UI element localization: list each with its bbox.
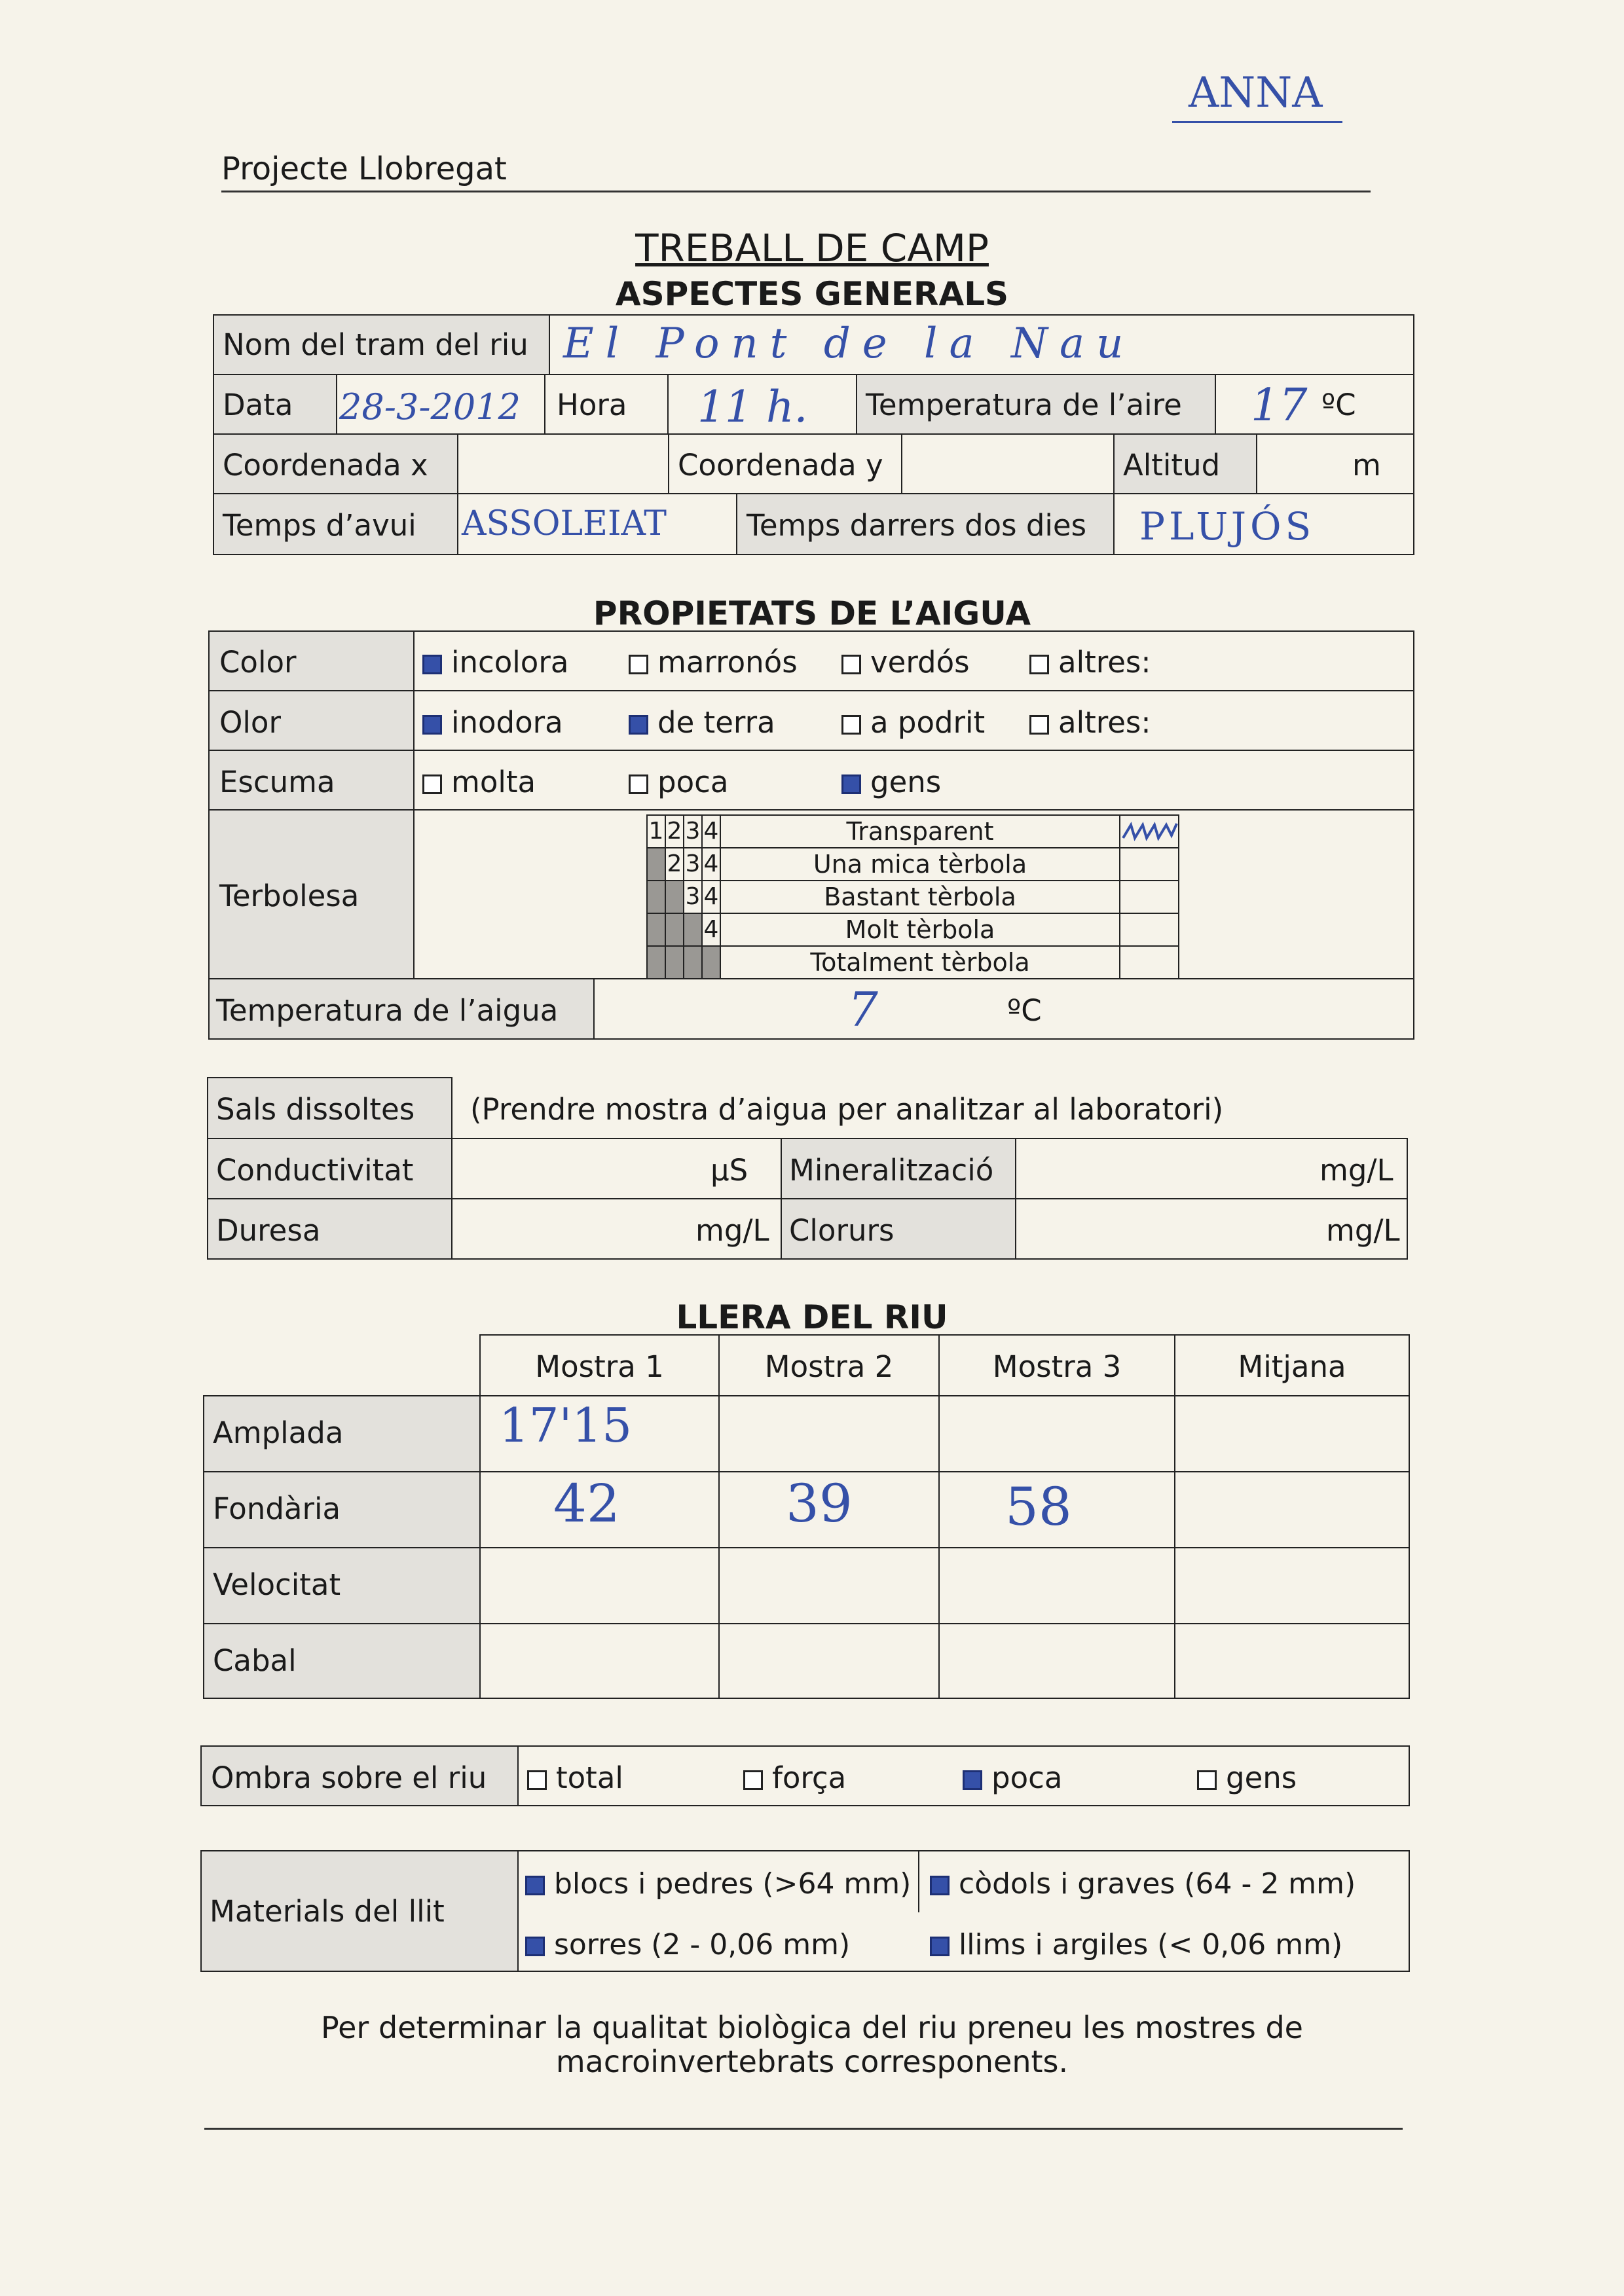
turbidity-shade bbox=[665, 913, 684, 947]
time-label: Hora bbox=[557, 388, 627, 422]
section-title-riverbed: LLERA DEL RIU bbox=[676, 1298, 948, 1336]
amplada-mostra-1-value: 17'15 bbox=[499, 1398, 633, 1453]
velocitat-mitjana-cell[interactable] bbox=[1174, 1547, 1410, 1624]
shade-option-forca[interactable] bbox=[743, 1760, 846, 1795]
option-label: a podrit bbox=[870, 705, 986, 740]
turbidity-mark[interactable] bbox=[1119, 847, 1179, 881]
column-header-label: Mostra 2 bbox=[764, 1349, 894, 1384]
turbidity-shade bbox=[646, 945, 666, 979]
turbidity-number: 4 bbox=[701, 913, 721, 947]
amplada-mitjana-cell[interactable] bbox=[1174, 1395, 1410, 1472]
checkbox-icon[interactable] bbox=[422, 715, 442, 735]
row-label-velocitat: Velocitat bbox=[213, 1567, 341, 1602]
conductivity-label: Conductivitat bbox=[216, 1153, 414, 1188]
option-label: marronós bbox=[657, 645, 798, 680]
foam-label: Escuma bbox=[219, 765, 335, 799]
turbidity-number: 3 bbox=[683, 814, 703, 848]
materials-label: Materials del llit bbox=[210, 1894, 445, 1929]
shade-option-total[interactable] bbox=[527, 1760, 623, 1795]
chlorides-unit: mg/L bbox=[1326, 1213, 1400, 1248]
row-label-cabal: Cabal bbox=[213, 1643, 297, 1678]
materials-divider bbox=[918, 1850, 919, 1912]
handwritten-mark-icon bbox=[1120, 816, 1178, 847]
altitude-label: Altitud bbox=[1123, 448, 1221, 483]
velocitat-mostra-2-cell[interactable] bbox=[718, 1547, 940, 1624]
amplada-mostra-3-cell[interactable] bbox=[938, 1395, 1175, 1472]
checkbox-icon[interactable] bbox=[1029, 715, 1049, 735]
checkbox-icon[interactable] bbox=[525, 1876, 545, 1895]
option-label: llims i argiles (< 0,06 mm) bbox=[959, 1928, 1343, 1961]
turbidity-mark-transparent[interactable] bbox=[1119, 814, 1179, 848]
air-temp-label: Temperatura de l’aire bbox=[866, 388, 1182, 422]
turbidity-shade bbox=[701, 945, 721, 979]
column-header-label: Mostra 1 bbox=[535, 1349, 664, 1384]
coordx-value-cell[interactable] bbox=[457, 433, 669, 494]
shade-option-poca[interactable] bbox=[963, 1760, 1062, 1795]
weather-today-label: Temps d’avui bbox=[223, 508, 416, 543]
turbidity-shade bbox=[646, 880, 666, 914]
salts-label: Sals dissoltes bbox=[216, 1092, 415, 1127]
weather-today-value: ASSOLEIAT bbox=[462, 504, 667, 543]
column-header-label: Mitjana bbox=[1238, 1349, 1346, 1384]
color-option-verdos[interactable] bbox=[841, 645, 970, 680]
option-label: verdós bbox=[870, 645, 970, 680]
foam-option-gens[interactable] bbox=[841, 765, 941, 799]
cabal-mostra-3-cell[interactable] bbox=[938, 1623, 1175, 1699]
section-title-general: ASPECTES GENERALS bbox=[615, 275, 1009, 313]
checkbox-icon[interactable] bbox=[1197, 1770, 1217, 1790]
weather-prev-label: Temps darrers dos dies bbox=[747, 508, 1087, 543]
checkbox-icon[interactable] bbox=[963, 1770, 982, 1790]
turbidity-number: 3 bbox=[683, 847, 703, 881]
foam-option-poca[interactable] bbox=[629, 765, 728, 799]
option-label: còdols i graves (64 - 2 mm) bbox=[959, 1867, 1356, 1901]
mineralization-label: Mineralització bbox=[789, 1153, 994, 1188]
foam-option-molta[interactable] bbox=[422, 765, 536, 799]
fondaria-mitjana-cell[interactable] bbox=[1174, 1471, 1410, 1548]
turbidity-level: Una mica tèrbola bbox=[720, 847, 1120, 881]
water-temp-unit: ºC bbox=[1007, 993, 1042, 1028]
option-label: sorres (2 - 0,06 mm) bbox=[554, 1928, 851, 1961]
air-temp-value-cell[interactable] bbox=[1215, 374, 1414, 435]
material-option-blocs[interactable] bbox=[525, 1867, 911, 1901]
velocitat-mostra-1-cell[interactable] bbox=[479, 1547, 720, 1624]
option-label: altres: bbox=[1058, 645, 1151, 680]
altitude-value-cell[interactable] bbox=[1256, 433, 1414, 494]
footer-rule bbox=[204, 2128, 1403, 2130]
option-label: poca bbox=[657, 765, 729, 799]
checkbox-icon[interactable] bbox=[841, 655, 861, 674]
option-label: incolora bbox=[451, 645, 569, 680]
hardness-label: Duresa bbox=[216, 1213, 321, 1248]
row-label-amplada: Amplada bbox=[213, 1415, 344, 1450]
turbidity-shade bbox=[665, 880, 684, 914]
checkbox-icon[interactable] bbox=[841, 774, 861, 794]
turbidity-number: 2 bbox=[665, 847, 684, 881]
color-option-marronos[interactable] bbox=[629, 645, 798, 680]
salts-note: (Prendre mostra d’aigua per analitzar al laboratori) bbox=[470, 1092, 1224, 1127]
velocitat-mostra-3-cell[interactable] bbox=[938, 1547, 1175, 1624]
stretch-label: Nom del tram del riu bbox=[223, 327, 528, 362]
checkbox-icon[interactable] bbox=[743, 1770, 763, 1790]
option-label: de terra bbox=[657, 705, 775, 740]
checkbox-icon[interactable] bbox=[629, 715, 648, 735]
shade-label: Ombra sobre el riu bbox=[211, 1760, 487, 1795]
fondaria-mostra-1-value: 42 bbox=[553, 1473, 620, 1534]
checkbox-icon[interactable] bbox=[930, 1876, 950, 1895]
option-label: blocs i pedres (>64 mm) bbox=[554, 1867, 912, 1901]
turbidity-shade bbox=[665, 945, 684, 979]
header-rule bbox=[221, 191, 1371, 192]
cabal-mostra-1-cell[interactable] bbox=[479, 1623, 720, 1699]
stretch-value: El Pont de la Nau bbox=[563, 319, 1135, 368]
coordy-label: Coordenada y bbox=[678, 448, 883, 483]
project-title: Projecte Llobregat bbox=[221, 151, 507, 187]
turbidity-number: 4 bbox=[701, 847, 721, 881]
option-label: molta bbox=[451, 765, 536, 799]
option-label: gens bbox=[1226, 1760, 1297, 1795]
checkbox-icon[interactable] bbox=[422, 655, 442, 674]
page-title: TREBALL DE CAMP bbox=[635, 226, 989, 270]
turbidity-shade bbox=[646, 913, 666, 947]
water-temp-value: 7 bbox=[848, 982, 878, 1037]
fondaria-mostra-2-value: 39 bbox=[786, 1473, 853, 1534]
checkbox-icon[interactable] bbox=[527, 1770, 547, 1790]
turbidity-number: 1 bbox=[646, 814, 666, 848]
turbidity-number: 2 bbox=[665, 814, 684, 848]
section-title-water: PROPIETATS DE L’AIGUA bbox=[593, 594, 1031, 632]
smell-label: Olor bbox=[219, 705, 281, 740]
time-value: 11 h. bbox=[697, 382, 808, 432]
turbidity-mark[interactable] bbox=[1119, 945, 1179, 979]
footer-text-line-2: macroinvertebrats corresponents. bbox=[555, 2044, 1069, 2079]
conductivity-unit: µS bbox=[710, 1153, 748, 1188]
student-name: ANNA bbox=[1189, 69, 1323, 117]
checkbox-icon[interactable] bbox=[629, 774, 648, 794]
turbidity-label: Terbolesa bbox=[219, 879, 360, 913]
material-option-codols[interactable] bbox=[930, 1867, 1356, 1901]
air-temp-value: 17 bbox=[1251, 380, 1308, 431]
mineralization-unit: mg/L bbox=[1320, 1153, 1393, 1188]
checkbox-icon[interactable] bbox=[930, 1937, 950, 1956]
air-temp-unit: ºC bbox=[1321, 388, 1356, 422]
turbidity-number: 4 bbox=[701, 814, 721, 848]
turbidity-number: 3 bbox=[683, 880, 703, 914]
chlorides-label: Clorurs bbox=[789, 1213, 895, 1248]
option-label: inodora bbox=[451, 705, 563, 740]
water-temp-value-cell[interactable] bbox=[593, 978, 1414, 1040]
shade-option-gens[interactable] bbox=[1197, 1760, 1297, 1795]
altitude-unit: m bbox=[1352, 448, 1381, 483]
turbidity-shade bbox=[683, 945, 703, 979]
turbidity-shade bbox=[646, 847, 666, 881]
option-label: força bbox=[772, 1760, 847, 1795]
coordx-label: Coordenada x bbox=[223, 448, 428, 483]
smell-option-altres[interactable] bbox=[1029, 705, 1151, 740]
checkbox-icon[interactable] bbox=[841, 715, 861, 735]
turbidity-mark[interactable] bbox=[1119, 880, 1179, 914]
date-label: Data bbox=[223, 388, 293, 422]
color-label: Color bbox=[219, 645, 297, 680]
option-label: gens bbox=[870, 765, 942, 799]
cabal-mostra-2-cell[interactable] bbox=[718, 1623, 940, 1699]
student-name-underline bbox=[1172, 121, 1342, 123]
color-option-incolora[interactable] bbox=[422, 645, 568, 680]
option-label: poca bbox=[991, 1760, 1063, 1795]
turbidity-shade bbox=[683, 913, 703, 947]
material-option-sorres[interactable] bbox=[525, 1928, 850, 1961]
fondaria-mostra-3-value: 58 bbox=[1005, 1476, 1072, 1537]
checkbox-icon[interactable] bbox=[1029, 655, 1049, 674]
turbidity-level: Molt tèrbola bbox=[720, 913, 1120, 947]
weather-prev-value: PLUJÓS bbox=[1139, 504, 1316, 549]
turbidity-level: Bastant tèrbola bbox=[720, 880, 1120, 914]
option-label: altres: bbox=[1058, 705, 1151, 740]
option-label: total bbox=[556, 1760, 623, 1795]
turbidity-level: Totalment tèrbola bbox=[720, 945, 1120, 979]
material-option-llims[interactable] bbox=[930, 1928, 1342, 1961]
checkbox-icon[interactable] bbox=[422, 774, 442, 794]
date-value: 28-3-2012 bbox=[339, 386, 521, 428]
checkbox-icon[interactable] bbox=[629, 655, 648, 674]
coordy-value-cell[interactable] bbox=[901, 433, 1115, 494]
hardness-unit: mg/L bbox=[695, 1213, 769, 1248]
smell-option-de-terra[interactable] bbox=[629, 705, 775, 740]
smell-option-inodora[interactable] bbox=[422, 705, 563, 740]
turbidity-number: 4 bbox=[701, 880, 721, 914]
column-header-label: Mostra 3 bbox=[992, 1349, 1122, 1384]
color-option-altres[interactable] bbox=[1029, 645, 1151, 680]
smell-option-a-podrit[interactable] bbox=[841, 705, 985, 740]
turbidity-level: Transparent bbox=[720, 814, 1120, 848]
turbidity-mark[interactable] bbox=[1119, 913, 1179, 947]
checkbox-icon[interactable] bbox=[525, 1937, 545, 1956]
row-label-fondaria: Fondària bbox=[213, 1491, 341, 1526]
water-temp-label: Temperatura de l’aigua bbox=[216, 993, 559, 1028]
cabal-mitjana-cell[interactable] bbox=[1174, 1623, 1410, 1699]
footer-text-line-1: Per determinar la qualitat biològica del riu preneu les mostres de bbox=[321, 2010, 1303, 2045]
amplada-mostra-2-cell[interactable] bbox=[718, 1395, 940, 1472]
